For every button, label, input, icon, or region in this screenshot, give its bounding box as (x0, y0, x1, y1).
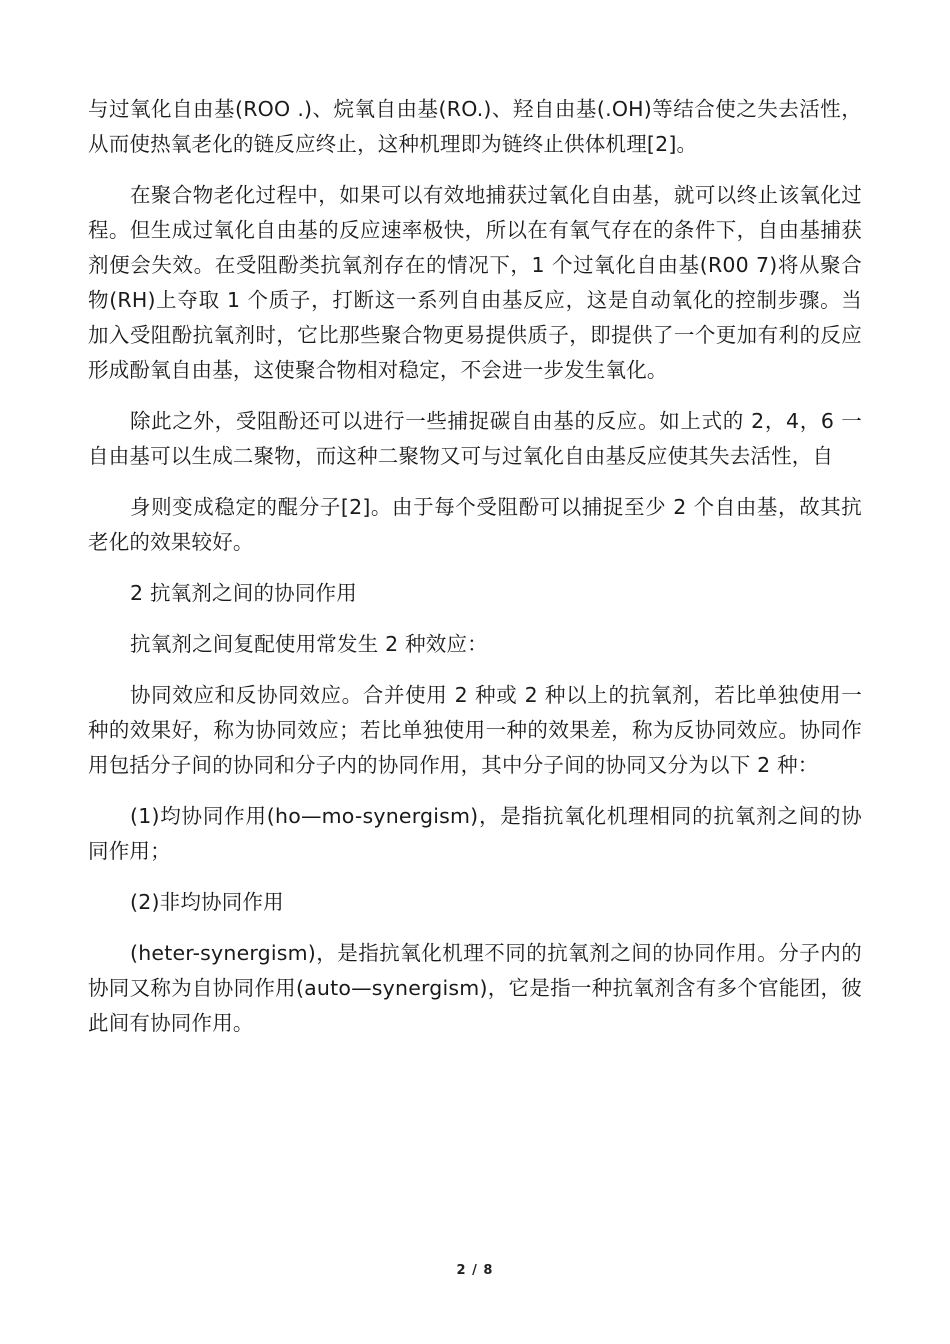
paragraph-3: 除此之外，受阻酚还可以进行一些捕捉碳自由基的反应。如上式的 2，4，6 一自由基可以生成二聚物，而这种二聚物又可与过氧化自由基反应使其失去活性，自 (88, 409, 862, 468)
paragraph-9: (2)非均协同作用 (130, 890, 284, 914)
page-number: 2 / 8 (456, 1263, 494, 1278)
document-body (88, 92, 862, 1057)
paragraph-8: (1)均协同作用(ho—mo-synergism)，是指抗氧化机理相同的抗氧剂之间的协同作用； (88, 804, 862, 863)
paragraph-4: 身则变成稳定的醌分子[2]。由于每个受阻酚可以捕捉至少 2 个自由基，故其抗老化的效果较好。 (88, 495, 862, 554)
paragraph-2: 在聚合物老化过程中，如果可以有效地捕获过氧化自由基，就可以终止该氧化过程。但生成过氧化自由基的反应速率极快，所以在有氧气存在的条件下，自由基捕获剂便会失效。在受阻酚类抗氧剂存在的情况下，1 个过氧化自由基(R00 7)将从聚合物(RH)上夺取 1 个质子，打断这一系列自由基反应，这是自动氧化的控制步骤。当加入受阻酚抗氧剂时，它比那些聚合物更易提供质子，即提供了一个更加有利的反应形成酚氧自由基，这使聚合物相对稳定，不会进一步发生氧化。 (88, 183, 862, 382)
paragraph-6: 抗氧剂之间复配使用常发生 2 种效应： (130, 632, 488, 656)
paragraph-7: 协同效应和反协同效应。合并使用 2 种或 2 种以上的抗氧剂，若比单独使用一种的效果好，称为协同效应；若比单独使用一种的效果差，称为反协同效应。协同作用包括分子间的协同和分子内的协同作用，其中分子间的协同又分为以下 2 种： (88, 683, 862, 777)
paragraph-1: 与过氧化自由基(ROO .)、烷氧自由基(RO.)、羟自由基(.OH)等结合使之失去活性，从而使热氧老化的链反应终止，这种机理即为链终止供体机理[2]。 (88, 97, 862, 156)
section-heading: 2 抗氧剂之间的协同作用 (130, 581, 357, 605)
paragraph-10: (heter-synergism)，是指抗氧化机理不同的抗氧剂之间的协同作用。分子内的协同又称为自协同作用(auto—synergism)，它是指一种抗氧剂含有多个官能团，彼此间有协同作用。 (88, 941, 862, 1035)
